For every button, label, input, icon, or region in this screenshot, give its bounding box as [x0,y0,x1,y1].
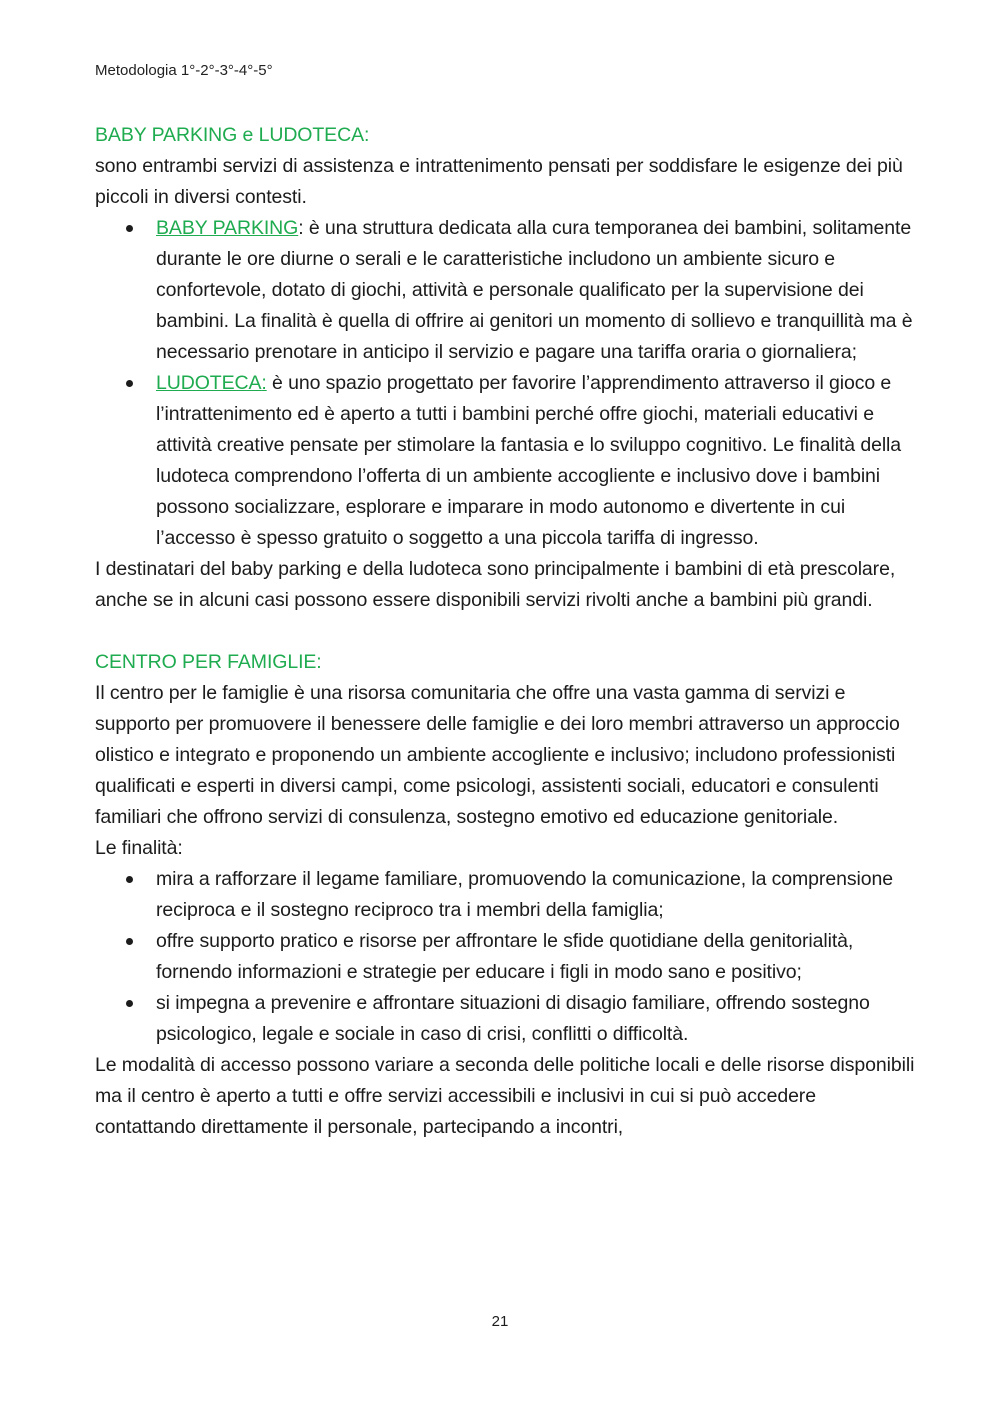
finalita-list [95,864,915,1050]
section2-intro: Il centro per le famiglie è una risorsa comunitaria che offre una vasta gamma di servizi e supporto per promuovere il benessere delle famiglie e dei loro membri attraverso un approccio olistico e integrato e proponendo un ambiente accogliente e inclusivo; includono professionisti qualificati e esperti in diversi campi, come psicologi, assistenti sociali, educatori e consulenti familiari che offrono servizi di consulenza, sostegno emotivo ed educazione genitoriale. [95,682,900,828]
term-separator: : [298,217,304,239]
document-body [95,120,915,1143]
section-heading-baby-parking-ludoteca: BABY PARKING e LUDOTECA: [95,124,370,146]
section1-list [95,213,915,554]
list-item-text: è uno spazio progettato per favorire l’apprendimento attraverso il gioco e l’intrattenimento ed è aperto a tutti i bambini perché offre giochi, materiali educativi e attività creative pensate per stimolare la fantasia e lo sviluppo cognitivo. Le finalità della ludoteca comprendono l’offerta di un ambiente accogliente e inclusivo dove i bambini possono socializzare, esplorare e imparare in modo autonomo e divertente in cui l’accesso è spesso gratuito o soggetto a una piccola tariffa di ingresso. [156,372,902,549]
term-ludoteca[interactable]: LUDOTECA [156,372,262,394]
list-item-text: è una struttura dedicata alla cura temporanea dei bambini, solitamente durante le ore diurne o serali e le caratteristiche includono un ambiente sicuro e confortevole, dotato di giochi, attività e personale qualificato per la supervisione dei bambini. La finalità è quella di offrire ai genitori un momento di sollievo e tranquillità ma è necessario prenotare in anticipo il servizio e pagare una tariffa oraria o giornaliera; [156,217,913,363]
list-item: mira a rafforzare il legame familiare, promuovendo la comunicazione, la comprensione reciproca e il sostegno reciproco tra i membri della famiglia; [95,864,915,926]
section1-intro: sono entrambi servizi di assistenza e intrattenimento pensati per soddisfare le esigenze dei più piccoli in diversi contesti. [95,155,903,208]
list-item: offre supporto pratico e risorse per affrontare le sfide quotidiane della genitorialità, fornendo informazioni e strategie per educare i figli in modo sano e positivo; [95,926,915,988]
paragraph-spacer [95,616,915,647]
page-header: Metodologia 1°-2°-3°-4°-5° [95,62,273,79]
page-number: 21 [491,1313,509,1330]
list-item-ludoteca [95,368,915,554]
term-baby-parking[interactable]: BABY PARKING [156,217,299,239]
section1-closing: I destinatari del baby parking e della ludoteca sono principalmente i bambini di età prescolare, anche se in alcuni casi possono essere disponibili servizi rivolti anche a bambini più grandi. [95,558,896,611]
section-heading-centro-famiglie: CENTRO PER FAMIGLIE: [95,651,322,673]
term-separator: : [261,372,267,394]
list-item: si impegna a prevenire e affrontare situazioni di disagio familiare, offrendo sostegno psicologico, legale e sociale in caso di crisi, conflitti o difficoltà. [95,988,915,1050]
finalita-label: Le finalità: [95,837,183,859]
section2-closing: Le modalità di accesso possono variare a seconda delle politiche locali e delle risorse disponibili ma il centro è aperto a tutti e offre servizi accessibili e inclusivi in cui si può accedere contattando direttamente il personale, partecipando a incontri, [95,1054,915,1138]
list-item-baby-parking [95,213,915,368]
